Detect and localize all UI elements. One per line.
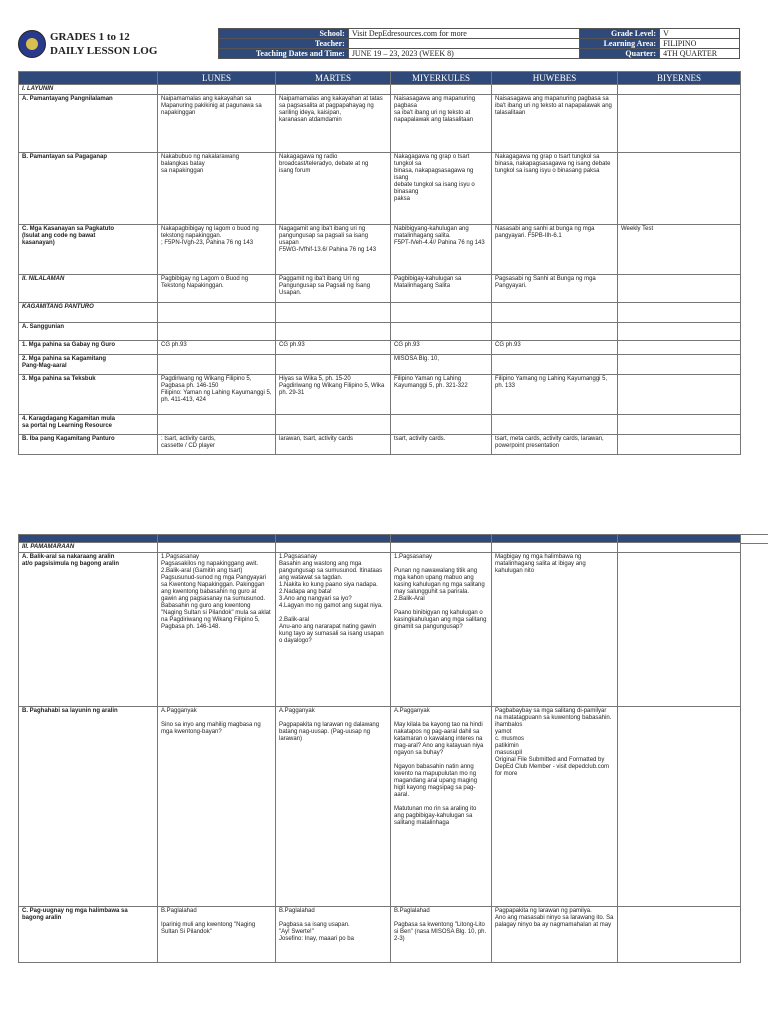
- row-label: 1. Mga pahina sa Gabay ng Guro: [19, 341, 158, 355]
- table-cell: [618, 341, 741, 355]
- table-edge-line: [740, 543, 768, 544]
- table-row: [19, 707, 741, 907]
- row-label: C. Pag-uugnay ng mga halimbawa sa bagong aralin: [19, 907, 158, 963]
- table-cell: tsart, meta cards, activity cards, larawan, powerpoint presentation: [492, 435, 618, 455]
- table-edge-line: [740, 534, 768, 535]
- day-header-lunes: LUNES: [158, 72, 276, 85]
- table-cell: [618, 355, 741, 375]
- table-cell: [618, 415, 741, 435]
- table-row: [19, 95, 741, 153]
- table-cell: A.Pagganyak Pagpapakita ng larawan ng dalawang batang nag-uusap. (Pag-uusap ng larawan): [276, 707, 391, 907]
- grade-level-label: Grade Level:: [580, 29, 660, 39]
- table-cell: Hiyas sa Wika 5, ph. 15-20 Pagdiriwang ng Wikang Filipino 5, Wika ph. 29-31: [276, 375, 391, 415]
- table-cell: Naipamamalas ang kakayahan at tatas sa pagsasalita at pagpapahayag ng sariling ideya, kaisipan, karanasan atdamdamin: [276, 95, 391, 153]
- section-sanggunian: A. Sanggunian: [19, 323, 158, 341]
- row-label: B. Pamantayan sa Pagaganap: [19, 153, 158, 225]
- document-title: [50, 30, 157, 58]
- table-cell: Nakabubuo ng nakalarawang balangkas batay sa napakinggan: [158, 153, 276, 225]
- title-line-1: GRADES 1 to 12: [50, 31, 130, 43]
- table-cell: Nabibigyang-kahulugan ang matalinhagang salita. F5PT-IVeh-4.4// Pahina 76 ng 143: [391, 225, 492, 275]
- quarter-label: Quarter:: [580, 49, 660, 59]
- table-cell: Weekly Test: [618, 225, 741, 275]
- table-cell: [492, 415, 618, 435]
- table-cell: [276, 355, 391, 375]
- table-cell: [618, 907, 741, 963]
- table-cell: larawan, tsart, activity cards: [276, 435, 391, 455]
- quarter-value: 4TH QUARTER: [660, 49, 740, 59]
- row-label: 4. Karagdagang Kagamitan mula sa portal ng Learning Resource: [19, 415, 158, 435]
- table-cell: Pagdiriwang ng Wikang Filipino 5, Pagbasa ph. 146-150 Filipino: Yaman ng Lahing Kayumanggi 5, ph. 411-413, 424: [158, 375, 276, 415]
- table-cell: [618, 553, 741, 707]
- row-label: 2. Mga pahina sa Kagamitang Pang-Mag-aaral: [19, 355, 158, 375]
- blank-header-row: [19, 535, 741, 543]
- table-cell: [158, 415, 276, 435]
- table-row: [19, 275, 741, 303]
- table-cell: [618, 707, 741, 907]
- table-row: [19, 355, 741, 375]
- deped-seal-icon: [18, 30, 46, 58]
- table-cell: [276, 415, 391, 435]
- row-label: C. Mga Kasanayan sa Pagkatuto (Isulat ang code ng bawat kasanayan): [19, 225, 158, 275]
- section-row: [19, 85, 741, 95]
- day-header-miyerkules: MIYERKULES: [391, 72, 492, 85]
- school-value: Visit DepEdresources.com for more: [348, 29, 579, 39]
- table-cell: Naipamamalas ang kakayahan sa Mapanuring pakikinig at pagunawa sa napakinggan: [158, 95, 276, 153]
- table-cell: A.Pagganyak Sino sa inyo ang mahilig magbasa ng mga kwentong-bayan?: [158, 707, 276, 907]
- lesson-table-objectives: [18, 71, 741, 455]
- table-cell: B.Paglalahad Pagbasa sa kwentong "Litong-Lito si Ben" (nasa MISOSA Blg. 10, ph. 2-3): [391, 907, 492, 963]
- table-row: [19, 153, 741, 225]
- table-cell: Nasasabi ang sanhi at bunga ng mga pangyayari. F5PB-IIh-6.1: [492, 225, 618, 275]
- section-kagamitan: KAGAMITANG PANTURO: [19, 303, 158, 323]
- day-header-huwebes: HUWEBES: [492, 72, 618, 85]
- day-header-martes: MARTES: [276, 72, 391, 85]
- table-cell: CG ph.93: [158, 341, 276, 355]
- day-header-row: [19, 72, 741, 85]
- table-cell: Pagbabaybay sa mga salitang di-pamilyar na matatagpuann sa kuwentong babasahin. ihambalos yamot c. musmos patikimin masusupil Original File Submitted and Formatted by DepEd Club Member - visit depedclub.com for more: [492, 707, 618, 907]
- table-cell: Nakagagawa ng grap o tsart tungkol sa binasa, nakapagsasagawa ng isang debate tungkol sa isang isyu o binasang paksa: [391, 153, 492, 225]
- section-row: [19, 323, 741, 341]
- table-cell: Naisasagawa ang mapanuring pagbasa sa iba't ibang uri ng teksto at napapalawak ang talasalitaan: [391, 95, 492, 153]
- table-cell: Pagsasabi ng Sanhi at Bunga ng mga Pangyayari.: [492, 275, 618, 303]
- table-cell: B.Paglalahad Pagbasa sa isang usapan. "Ay! Swerte!" Josefino: Inay, maaari po ba: [276, 907, 391, 963]
- table-cell: MISOSA Blg. 10,: [391, 355, 492, 375]
- table-cell: 1.Pagsasanay Basahin ang wastong ang mga pangungusap sa sumusunod. Itinataas ang watawat sa tagdan. 1.Nakita ko kung paano siya nadapa. 2.Nadapa ang bata! 3.Ano ang nangyari sa iyo? 4.Lagyan mo ng gamot ang sugat niya. 2.Balik-aral Anu-ano ang nararapat nating gawin kung tayo ay sumasali sa isang usapan o dayalogo?: [276, 553, 391, 707]
- table-cell: [618, 435, 741, 455]
- teaching-dates-label: Teaching Dates and Time:: [219, 49, 349, 59]
- section-row: [19, 543, 741, 553]
- table-row: [19, 553, 741, 707]
- section-layunin: I. LAYUNIN: [19, 85, 158, 95]
- teacher-label: Teacher:: [219, 39, 349, 49]
- table-cell: [492, 355, 618, 375]
- table-cell: B.Paglalahad Iparinig muli ang kwentong "Naging Sultan Si Pilandok": [158, 907, 276, 963]
- row-label: II. NILALAMAN: [19, 275, 158, 303]
- table-row: [19, 907, 741, 963]
- table-cell: Nagagamit ang iba't ibang uri ng pangungusap sa pagsali sa isang usapan F5WG-IVfhif-13.6/ Pahina 76 ng 143: [276, 225, 391, 275]
- section-row: [19, 303, 741, 323]
- table-cell: CG ph.93: [276, 341, 391, 355]
- table-cell: [618, 95, 741, 153]
- table-row: [19, 415, 741, 435]
- section-pamamaraan: III. PAMAMARAAN: [19, 543, 158, 553]
- table-cell: CG ph.93: [492, 341, 618, 355]
- table-cell: Magbigay ng mga halimbawa ng matalinhagang salita at ibigay ang kahulugan nito: [492, 553, 618, 707]
- table-cell: Nakagagawa ng radio broadcast/teleradyo, debate at ng isang forum: [276, 153, 391, 225]
- table-cell: CG ph.93: [391, 341, 492, 355]
- row-label: B. Iba pang Kagamitang Panturo: [19, 435, 158, 455]
- learning-area-value: FILIPINO: [660, 39, 740, 49]
- table-cell: Nakagagawa ng grap o tsart tungkol sa binasa, nakapagsasagawa ng isang debate tungkol sa isang isyu o binasang paksa: [492, 153, 618, 225]
- table-row: [19, 341, 741, 355]
- table-cell: [618, 153, 741, 225]
- teaching-dates-value: JUNE 19 – 23, 2023 (WEEK 8): [348, 49, 579, 59]
- table-cell: Pagbibigay-kahulugan sa Matalinhagang Salita: [391, 275, 492, 303]
- row-label: 3. Mga pahina sa Teksbuk: [19, 375, 158, 415]
- table-cell: Pagpapakita ng larawan ng pamilya. Ano ang masasabi ninyo sa larawang ito. Sa palagay ninyo ba ay nagmamahalan at may: [492, 907, 618, 963]
- grade-level-value: V: [660, 29, 740, 39]
- table-cell: Pagbibigay ng Lagom o Buod ng Tekstong Napakinggan.: [158, 275, 276, 303]
- table-cell: Filipino Yaman ng Lahing Kayumanggi 5, ph. 321-322: [391, 375, 492, 415]
- table-row: [19, 225, 741, 275]
- learning-area-label: Learning Area:: [580, 39, 660, 49]
- day-header-biyernes: BIYERNES: [618, 72, 741, 85]
- table-cell: 1.Pagsasanay Pagsasakilos ng napakinggang awit. 2.Balik-aral (Gamitin ang tsart) Pagsusunud-sunod ng mga Pangyayari sa Kwentong Napakinggan. Pakinggan ang kwentong babasahin ng guro at gawin ang pagsasanay na sumusunod. Babasahin ng guro ang kwentong "Naging Sultan si Pilandok" mula sa aklat na Pagdiriwang ng Wikang Filipino 5, Pagbasa ph. 146-148.: [158, 553, 276, 707]
- table-row: [19, 375, 741, 415]
- table-cell: Filipino Yamang ng Lahing Kayumanggi 5, ph. 133: [492, 375, 618, 415]
- table-cell: Naisasagawa ang mapanuring pagbasa sa iba't ibang uri ng teksto at napapalawak ang talasalitaan: [492, 95, 618, 153]
- school-label: School:: [219, 29, 349, 39]
- teacher-value: [348, 39, 579, 49]
- row-label: B. Paghahabi sa layunin ng aralin: [19, 707, 158, 907]
- row-label: A. Balik-aral sa nakaraang aralin at/o pagsisimula ng bagong aralin: [19, 553, 158, 707]
- table-cell: A.Pagganyak May kilala ba kayong tao na hindi nakatapos ng pag-aaral dahil sa katamaran o kawalang interes na mag-aral? Ano ang katayuan niya ngayon sa buhay? Ngayon babasahin natin anng kwento na mapupulutan mo ng magandang aral upang maging higit kayong magsipag sa pag-aaral. Matutunan mo rin sa araling ito ang pagbibigay-kahulugan sa salitang matalinhaga: [391, 707, 492, 907]
- table-cell: tsart, activity cards.: [391, 435, 492, 455]
- table-cell: [618, 275, 741, 303]
- table-cell: [618, 375, 741, 415]
- table-cell: Paggamit ng iba't ibang Uri ng Pangungusap sa Pagsali ng Isang Usapan.: [276, 275, 391, 303]
- header-info-grid: [218, 28, 740, 59]
- table-row: [19, 435, 741, 455]
- table-cell: [158, 355, 276, 375]
- title-line-2: DAILY LESSON LOG: [50, 45, 158, 57]
- lesson-log-header: [18, 28, 740, 60]
- table-cell: Nakapagbibigay ng lagom o buod ng tekstong napakinggan. ; F5PN-IVgh-23, Pahina 76 ng 143: [158, 225, 276, 275]
- corner-cell: [19, 72, 158, 85]
- lesson-table-procedure: [18, 534, 741, 963]
- table-cell: [391, 415, 492, 435]
- table-cell: 1.Pagsasanay Punan ng nawawalang titik ang mga kahon upang mabuo ang kasing kahulugan ng mga salitang may salungguhit sa parirala. 2.Balik-Aral Paano binibigyan ng kahulugan o kasingkahulugan ang mga salitang ginamit sa pangungusap?: [391, 553, 492, 707]
- row-label: A. Pamantayang Pangnilalaman: [19, 95, 158, 153]
- table-cell: : tsart, activity cards, cassette / CD player: [158, 435, 276, 455]
